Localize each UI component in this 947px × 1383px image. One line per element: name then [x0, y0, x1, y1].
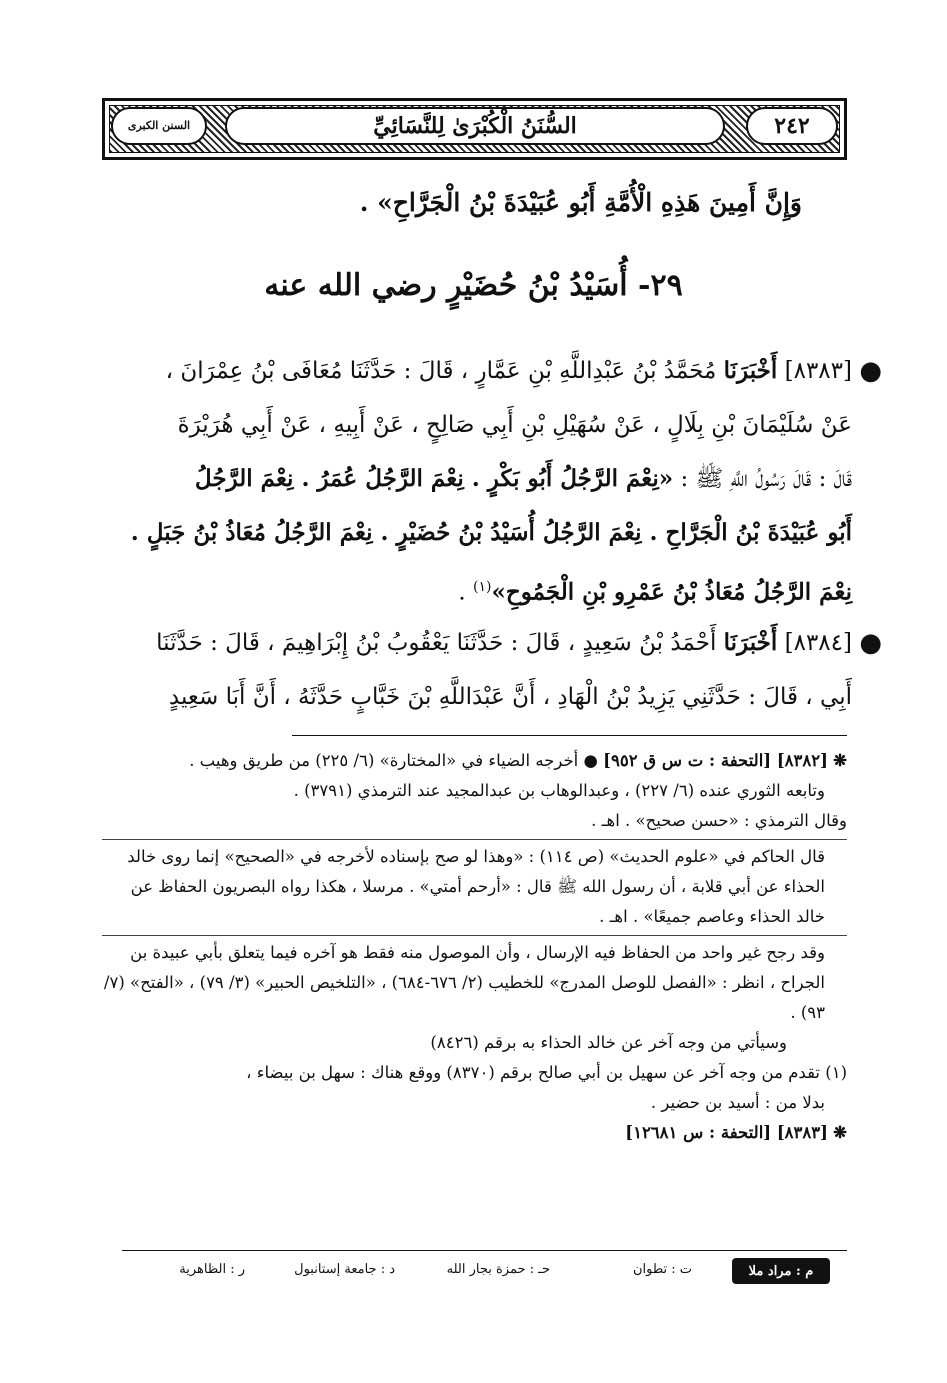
- note-separator: [102, 935, 847, 936]
- note-ref: [٨٣٨٢] [التحفة : ت س ق ٩٥٢]: [603, 751, 828, 770]
- hadith-line: عَنْ سُلَيْمَانَ بْنِ بِلَالٍ ، عَنْ سُهَيْلِ بْنِ أَبِي صَالِحٍ ، عَنْ أَبِيهِ ، عَنْ أَبِي هُرَيْرَةَ: [177, 412, 852, 438]
- hadith-intro: قَالَ : قَالَ رَسُولُ اللَّهِ ﷺ :: [673, 466, 852, 492]
- hadith-number: [٨٣٨٤]: [777, 630, 852, 656]
- legend-r: ر : الظاهرية: [179, 1262, 245, 1277]
- matn-text: أَبُو عُبَيْدَةَ بْنُ الْجَرَّاحِ . نِعْمَ الرَّجُلُ أُسَيْدُ بْنُ حُضَيْرٍ . نِعْمَ الرَّجُلُ مُعَاذُ بْنُ جَبَلٍ .: [130, 519, 852, 546]
- hadith-8383: [117, 344, 882, 620]
- legend-t: ت : تطوان: [632, 1262, 692, 1277]
- legend-d: د : جامعة إستانبول: [294, 1262, 395, 1277]
- legend-m: م : مراد ملا: [732, 1258, 830, 1284]
- hadith-line: أَبِي ، قَالَ : حَدَّثَنِي يَزِيدُ بْنُ الْهَادِ ، أَنَّ عَبْدَاللَّهِ بْنَ خَبَّابٍ حَدَّثَهُ ، أَنَّ أَبَا سَعِيدٍ: [168, 684, 852, 710]
- hadith-8384: [117, 616, 882, 724]
- book-logo-text: السنن الكبرى: [127, 119, 191, 132]
- note-text: وتابعه الثوري عنده (٦/ ٢٢٧) ، وعبدالوهاب بن عبدالمجيد عند الترمذي (٣٧٩١) .: [293, 781, 825, 800]
- bullet-icon: ●: [859, 628, 882, 658]
- period: .: [458, 579, 473, 606]
- book-logo: [111, 107, 207, 145]
- akhbarana-word: أَخْبَرَنَا: [723, 629, 778, 656]
- continuation-line: وَإِنَّ أَمِينَ هَذِهِ الْأُمَّةِ أَبُو عُبَيْدَةَ بْنُ الْجَرَّاحِ» .: [359, 188, 802, 217]
- notes-divider: [292, 735, 847, 736]
- note-ref: [٨٣٨٣] [التحفة : س ١٢٦٨١]: [625, 1123, 828, 1142]
- asterism-icon: ❋: [833, 751, 847, 770]
- note-text: قال الحاكم في «علوم الحديث» (ص ١١٤) : «وهذا لو صح بإسناده لأخرجه في «الصحيح» إنما روى خالد الحذاء عن أبي قلابة ، أن رسول الله ﷺ قال : «أرحم أمتي» . مرسلا ، هكذا رواه البصريون الحفاظ عن خالد الحذاء وعاصم جميعًا» . اهـ .: [127, 847, 825, 926]
- legend-h: حـ : حمزة بجار الله: [446, 1262, 550, 1277]
- page-number: ٢٤٢: [774, 113, 810, 139]
- isnad-text: أَحْمَدُ بْنُ سَعِيدٍ ، قَالَ : حَدَّثَنَا يَعْقُوبُ بْنُ إِبْرَاهِيمَ ، قَالَ : حَدَّثَنَا: [156, 630, 724, 656]
- footer-divider: [122, 1250, 847, 1251]
- akhbarana-word: أَخْبَرَنَا: [723, 357, 778, 384]
- footnote-1-cont: بدلا من : أسيد بن حضير .: [650, 1093, 825, 1112]
- isnad-text: مُحَمَّدُ بْنُ عَبْدِاللَّهِ بْنِ عَمَّارٍ ، قَالَ : حَدَّثَنَا مُعَافَى بْنُ عِمْرَانَ ،: [165, 358, 724, 384]
- manuscript-legend: [130, 1258, 830, 1286]
- matn-text: «نِعْمَ الرَّجُلُ أَبُو بَكْرٍ . نِعْمَ الرَّجُلُ عُمَرُ . نِعْمَ الرَّجُلُ: [194, 465, 674, 492]
- note-text: ● أخرجه الضياء في «المختارة» (٦/ ٢٢٥) من طريق وهيب .: [189, 751, 598, 770]
- note-8383-header: [102, 1118, 847, 1148]
- hadith-number: [٨٣٨٣]: [777, 358, 852, 384]
- running-title-frame: [225, 107, 725, 145]
- note-text: وقد رجح غير واحد من الحفاظ فيه الإرسال ، وأن الموصول منه فقط هو آخره فيما يتعلق بأبي عبيدة بن الجراح ، انظر : «الفصل للوصل المدرج» للخطيب (٢/ ٦٧٦-٦٨٤) ، «التلخيص الحبير» (٣/ ٧٩) ، «الفتح» (٧/ ٩٣) .: [103, 943, 825, 1022]
- footnote-ref: (١): [473, 579, 492, 595]
- matn-text: نِعْمَ الرَّجُلُ مُعَاذُ بْنُ عَمْرِو بْنِ الْجَمُوحِ»: [491, 578, 852, 606]
- hadith-line: [117, 616, 882, 670]
- footnote-1: (١) تقدم من وجه آخر عن سهيل بن أبي صالح برقم (٨٣٧٠) ووقع هناك : سهل بن بيضاء ،: [246, 1063, 847, 1082]
- hadith-line: [117, 560, 852, 620]
- hadith-line: [117, 344, 882, 398]
- bullet-icon: ●: [859, 356, 882, 386]
- note-8382-header: [102, 746, 847, 776]
- note-text: وقال الترمذي : «حسن صحيح» . اهـ .: [591, 811, 847, 830]
- notes-section: [102, 746, 847, 1148]
- asterism-icon: ❋: [833, 1123, 847, 1142]
- note-separator: [102, 839, 847, 840]
- running-title: السُّنَنُ الْكُبْرَىٰ لِلنَّسَائِيِّ: [373, 113, 577, 139]
- hadith-line: [117, 506, 852, 560]
- chapter-heading: ٢٩- أُسَيْدُ بْنُ حُضَيْرٍ رضي الله عنه: [264, 268, 683, 303]
- page-number-frame: [746, 107, 838, 145]
- hadith-line: [117, 452, 852, 506]
- page-header: [102, 98, 847, 160]
- note-text: وسيأتي من وجه آخر عن خالد الحذاء به برقم (٨٤٢٦): [430, 1033, 787, 1052]
